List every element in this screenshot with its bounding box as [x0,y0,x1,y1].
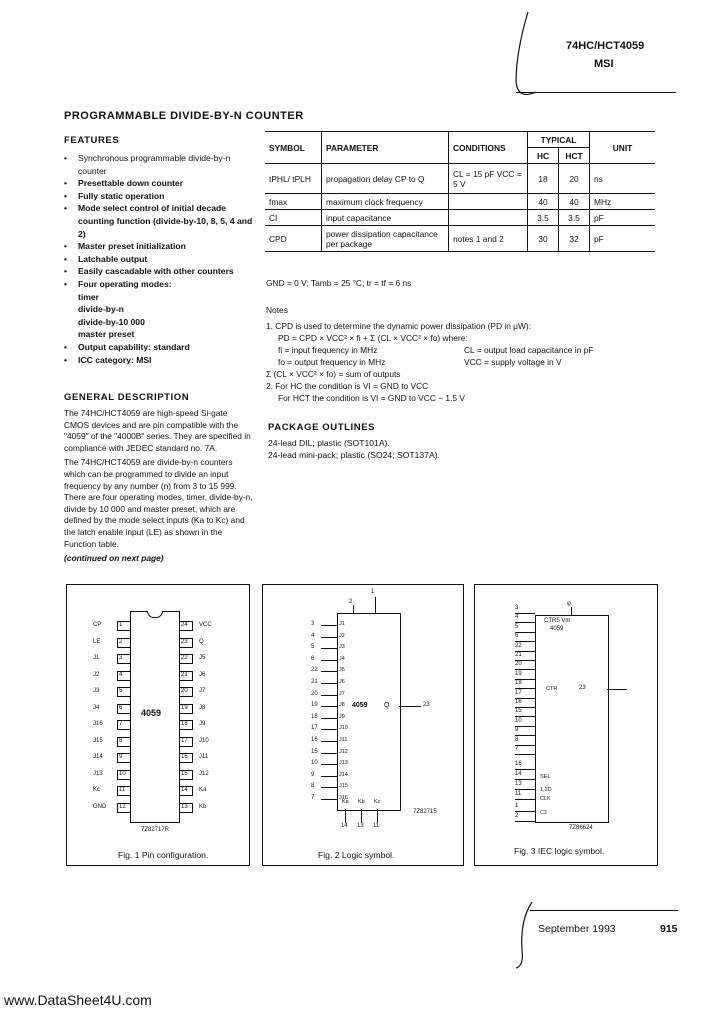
pin-number: 5 [119,688,123,694]
input-pin-number: 20 [515,661,522,668]
input-lead [321,683,337,684]
pin-label: J16 [93,721,103,727]
pin-number: 3 [119,655,123,661]
output-lead [607,689,627,690]
pin-lead [117,654,131,664]
feature-item: • Four operating modes: [64,278,172,289]
col-parameter: PARAMETER [322,132,449,164]
cp-lead [375,597,376,613]
note-2a: 2. For HC the condition is VI = GND to VCC [266,381,429,391]
input-label: J3 [339,644,345,651]
pin-lead [117,803,131,813]
input-pin-number: 11 [515,791,522,797]
col-unit: UNIT [590,132,656,164]
watermark-link[interactable]: www.DataSheet4U.com [4,992,152,1008]
feature-item: • ICC category: MSI [64,354,152,365]
input-lead [515,821,535,822]
input-pin-number: 15 [515,708,522,715]
pin-number: 6 [119,704,123,711]
input-pin-number: 22 [311,667,318,674]
input-lead [515,799,535,800]
input-lead [321,787,337,788]
input-pin-number: 22 [515,642,522,649]
features-heading: FEATURES [64,135,120,146]
input-pin-number: 2 [515,813,519,819]
logic-q-label: Q [384,702,390,709]
pin-lead [117,786,131,796]
input-lead [321,637,337,638]
input-pin-number: 7 [515,746,519,752]
pin-label: J4 [93,704,100,711]
footer-curl [510,900,540,970]
input-pin-number: 18 [515,680,522,687]
mode-item: timer [78,291,100,302]
figure-3-iec-symbol [474,584,658,866]
pin-label: J1 [93,655,100,661]
pin-lead [117,753,131,763]
input-label: J9 [339,713,345,720]
input-label: J10 [339,725,348,732]
pin-lead [117,671,131,681]
figure-2-caption: Fig. 2 Logic symbol. [318,850,395,860]
pin-number: 18 [181,721,188,727]
col-hc: HC [528,148,559,164]
output-pin-number: 23 [579,685,586,691]
mode-lead [377,809,378,823]
general-description [64,408,254,568]
pin-label: J5 [199,655,206,661]
pin1-notch [147,611,163,618]
mode-pin-number: 14 [341,823,348,829]
input-lead [515,754,535,755]
col-conditions: CONDITIONS [449,132,528,164]
input-label: J13 [339,760,348,767]
iec-sel: SEL [540,774,551,780]
pin-label: J9 [199,721,206,727]
pin-label: LE [93,638,101,645]
output-pin-number: 23 [423,702,430,708]
package-line: 24-lead DIL; plastic (SOT101A). [268,438,390,448]
pin-label: Ka [199,787,207,793]
input-pin-number: 3 [515,605,519,611]
input-pin-number: 10 [515,717,522,724]
input-label: J6 [339,679,345,685]
pin-label: Kb [199,803,207,810]
input-pin-number: 16 [311,737,318,743]
input-lead [321,671,337,672]
pin-number: 22 [181,655,188,661]
part-number: 74HC/HCT4059 [566,40,645,52]
package-heading: PACKAGE OUTLINES [268,422,376,433]
figure-1-pin-configuration [66,584,250,866]
input-lead [321,799,337,800]
input-label: J4 [339,655,345,662]
features-list [64,152,254,366]
mode-lead [345,809,346,823]
pin-label: J14 [93,754,103,760]
note-2b: For HCT the condition is VI = GND to VCC − 1.5 V [278,393,465,403]
top-pin: φ [567,601,571,607]
figure-3-caption: Fig. 3 IEC logic symbol. [514,846,605,856]
input-label: J1 [339,621,345,627]
input-lead [321,648,337,649]
input-pin-number: 16 [515,761,522,767]
input-label: J2 [339,632,345,639]
input-pin-number: 6 [515,633,519,640]
input-lead [321,741,337,742]
pin-label: CP [93,622,102,628]
logic-chip-label: 4059 [352,702,368,709]
pin-label: J7 [199,688,206,694]
mode-item: divide-by-10 000 [78,316,145,327]
input-label: J15 [339,783,348,790]
iec-c2: C2 [540,810,548,816]
notes-heading: Notes [266,305,288,315]
pin-label: J3 [93,688,100,694]
input-lead [321,764,337,765]
description-paragraph: The 74HC/HCT4059 are divide-by-n counters which can be programmed to divide an input frequency by any number (n) from 3 to 15 999. There are four operating modes, timer, divide-by-n, divide by 10 000 and master preset, which are defined by the mode select inputs (Ka to Kc) and the latch enable input (LE) as shown in the Function table. [64,457,253,549]
note-1: 1. CPD is used to determine the dynamic power dissipation (PD in μW): [266,321,532,331]
input-pin-number: 4 [311,632,315,639]
figure-2-logic-symbol [262,584,464,866]
pin-lead [117,737,131,747]
input-pin-number: 5 [515,623,519,630]
input-pin-number: 18 [311,713,318,720]
pin-label: Q [199,638,204,645]
input-label: J12 [339,748,348,755]
note-vcc: VCC = supply voltage in V [464,357,562,367]
input-lead [321,706,337,707]
feature-item: • Mode select control of initial decade counting function (divide-by-10, 8, 5, 4 and 2) [64,203,253,239]
iec-clk: CLK [540,796,551,802]
iec-title: CTR5 Vm [544,618,571,624]
top-lead [571,607,572,615]
input-lead [321,718,337,719]
pin-lead [117,704,131,714]
input-label: J5 [339,667,345,674]
iec-sub: 4059 [550,626,564,632]
pin-label: J11 [199,754,209,760]
mode-item: master preset [78,329,135,340]
table-row: CI input capacitance 3.5 3.5 pF [265,210,655,226]
input-pin-number: 7 [311,795,315,801]
table-footnote: GND = 0 V; Tamb = 25 °C; tr = tf = 6 ns [266,278,412,288]
note-fi: fi = input frequency in MHz [278,345,378,355]
mode-pin-number: 13 [357,823,364,829]
pin-number: 10 [119,770,126,777]
pin-label: VCC [199,622,212,628]
input-pin-number: 4 [515,614,519,621]
input-label: J8 [339,702,345,709]
input-lead [515,811,535,812]
iec-ctr: CTR [546,686,558,692]
input-lead [515,769,535,770]
pin-number: 11 [119,787,126,793]
input-pin-number: 8 [515,736,519,743]
pin-label: J2 [93,671,100,678]
mode-label: Kc [374,799,381,805]
feature-item: • Master preset initialization [64,241,186,252]
pin-number: 13 [181,803,188,810]
input-lead [321,695,337,696]
table-row: CPD power dissipation capacitance per package notes 1 and 2 30 32 pF [265,226,655,252]
page-number: 915 [660,923,678,935]
feature-item: • Fully static operation [64,190,165,201]
table-row: fmax maximum clock frequency 40 40 MHz [265,194,655,210]
pin-number: 4 [119,671,123,678]
pin-number: 20 [181,688,188,694]
mode-lead [361,809,362,823]
pin-number: 23 [181,638,188,645]
input-pin-number: 19 [311,702,318,709]
pin-number: 17 [181,737,188,744]
pin-label: J12 [199,770,209,777]
footer-date: September 1993 [538,923,616,935]
feature-item: • Easily cascadable with other counters [64,266,234,277]
header-curl [498,12,538,102]
pin-number: 15 [181,770,188,777]
input-pin-number: 8 [311,783,315,790]
input-label: J11 [339,737,348,743]
header-rule [516,92,676,93]
input-pin-number: 21 [311,679,318,685]
iec-d: 1,2D [540,787,552,793]
input-pin-number: 5 [311,644,315,651]
mode-item: divide-by-n [78,304,124,315]
input-pin-number: 17 [311,725,318,732]
input-pin-number: 14 [515,771,522,777]
cp-pin-number: 1 [371,589,375,595]
pin-number: 19 [181,704,188,711]
pin-number: 14 [181,787,188,793]
input-lead [321,729,337,730]
input-label: J14 [339,771,348,778]
part-category: MSI [594,58,614,70]
pin-number: 2 [119,638,123,645]
figure-code: 7Z86624 [569,825,593,831]
input-pin-number: 10 [311,760,318,767]
col-symbol: SYMBOL [265,132,322,164]
input-lead [321,753,337,754]
col-typical: TYPICAL [528,132,590,148]
output-lead [399,706,421,707]
input-lead [515,779,535,780]
input-label: J16 [339,795,348,801]
pin-number: 7 [119,721,123,727]
le-pin-number: 2 [349,599,353,605]
pin-label: J8 [199,704,206,711]
pin-label: J13 [93,770,103,777]
input-pin-number: 9 [515,727,519,734]
input-pin-number: 13 [515,781,522,787]
figure-code: 7Z82715 [413,809,437,815]
pin-label: Kc [93,787,101,793]
input-lead [321,660,337,661]
pin-lead [117,687,131,697]
pin-label: J6 [199,671,206,678]
input-pin-number: 16 [515,699,522,705]
logic-block [337,613,401,811]
pin-lead [117,621,131,631]
notes [266,304,666,404]
chip-label: 4059 [141,708,162,718]
feature-item: • Latchable output [64,253,148,264]
figure-code: 7Z82717R [141,827,170,833]
pin-number: 24 [181,622,188,628]
note-cl: CL = output load capacitance in pF [464,345,594,355]
input-lead [515,789,535,790]
pin-number: 8 [119,737,123,744]
pin-lead [117,638,131,648]
mode-label: Ka [342,799,349,805]
figure-1-caption: Fig. 1 Pin configuration. [118,850,209,860]
input-label: J7 [339,690,345,697]
input-lead [321,625,337,626]
input-pin-number: 17 [515,689,522,696]
package-line: 24-lead mini-pack; plastic (SO24; SOT137A). [268,450,440,460]
pin-lead [117,720,131,730]
note-sum: Σ (CL × VCC² × fo) = sum of outputs [266,369,401,379]
input-pin-number: 3 [311,621,315,627]
general-description-heading: GENERAL DESCRIPTION [64,392,190,403]
pin-number: 16 [181,754,188,760]
page-title: PROGRAMMABLE DIVIDE-BY-N COUNTER [64,110,304,122]
pin-label: GND [93,803,107,810]
feature-item: • Synchronous programmable divide-by-n counter [64,153,231,176]
col-hct: HCT [559,148,590,164]
dil-package [130,611,180,823]
description-paragraph: The 74HC/HCT4059 are high-speed Si-gate CMOS devices and are pin compatible with the "4059" of the "4000B" series. They are specified in compliance with JEDEC standard no. 7A. [64,408,251,453]
continued-note: (continued on next page) [64,553,164,564]
input-pin-number: 20 [311,690,318,697]
pin-number: 12 [119,803,126,810]
feature-item: • Presettable down counter [64,178,184,189]
input-pin-number: 21 [515,652,522,658]
input-pin-number: 19 [515,670,522,677]
input-pin-number: 1 [515,803,519,809]
note-formula: PD = CPD × VCC² × fi + Σ (CL × VCC² × fo) where: [278,333,468,343]
input-pin-number: 6 [311,655,315,662]
note-fo: fo = output frequency in MHz [278,357,386,367]
quick-reference-table [265,131,655,252]
le-lead [353,605,354,613]
pin-number: 21 [181,671,188,678]
mode-pin-number: 11 [373,823,380,829]
input-pin-number: 9 [311,771,315,778]
footer-rule [530,910,678,911]
pin-label: J10 [199,737,209,744]
pin-label: J15 [93,737,103,744]
feature-item: • Output capability: standard [64,341,190,352]
pin-number: 1 [119,622,123,628]
input-pin-number: 15 [311,748,318,755]
pin-lead [117,770,131,780]
mode-label: Kb [358,799,365,805]
pin-number: 9 [119,754,123,760]
table-row: tPHL/ tPLH propagation delay CP to Q CL = 15 pF VCC = 5 V 18 20 ns [265,164,655,194]
input-lead [321,776,337,777]
iec-block [535,615,609,823]
